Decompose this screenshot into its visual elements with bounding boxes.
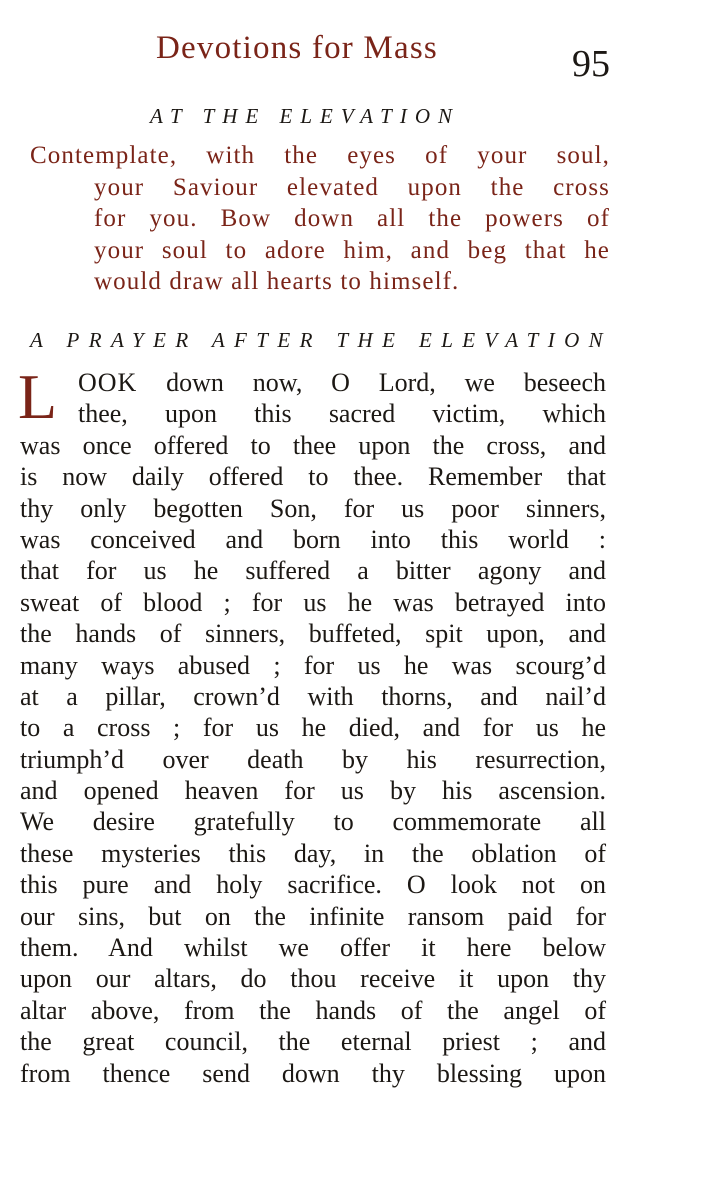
prayer-line: is now daily offered to thee. Remember that [20,462,606,492]
prayer-line: thy only begotten Son, for us poor sinners, [20,493,606,523]
prayer-line-first [78,367,606,398]
running-title: Devotions for Mass [156,30,438,66]
prayer-line: was conceived and born into this world : [20,524,606,554]
instruction-line: would draw all hearts to himself. [94,268,460,295]
instruction-line: for you. Bow down all the powers of [94,205,610,232]
page-number: 95 [572,43,610,85]
prayer-line: the great council, the eternal priest ; and [20,1027,606,1057]
first-line-rest: down now, O Lord, we beseech [166,368,606,397]
elevation-instruction [30,140,610,298]
prayer-heading: A PRAYER AFTER THE ELEVATION [30,328,613,352]
prayer-line: from thence send down thy blessing upon [20,1058,606,1088]
prayer-line: to a cross ; for us he died, and for us he [20,713,606,743]
prayer-line: these mysteries this day, in the oblation of [20,838,606,868]
prayer-line: thee, upon this sacred victim, which [78,399,606,429]
prayer-line: our sins, but on the infinite ransom paid for [20,901,606,931]
prayer-line: at a pillar, crown’d with thorns, and nail’d [20,681,606,711]
instruction-line: Contemplate, with the eyes of your soul, [30,142,610,169]
prayer-line: upon our altars, do thou receive it upon thy [20,964,606,994]
elevation-heading: AT THE ELEVATION [150,104,461,128]
instruction-line: your soul to adore him, and beg that he [94,236,610,264]
drop-cap-letter: L [18,361,58,432]
prayer-line: was once offered to thee upon the cross, and [20,430,606,460]
prayer-line: sweat of blood ; for us he was betrayed into [20,587,606,617]
prayer-line: and opened heaven for us by his ascension. [20,776,606,806]
prayer-line: many ways abused ; for us he was scourg’d [20,650,606,680]
prayer-text [18,361,606,1089]
prayer-line: altar above, from the hands of the angel of [20,995,606,1025]
prayer-line: this pure and holy sacrifice. O look not on [20,870,606,900]
prayer-line: them. And whilst we offer it here below [20,933,606,963]
first-word: OOK [78,368,138,397]
prayer-line: that for us he suffered a bitter agony and [20,556,606,586]
prayer-line: We desire gratefully to commemorate all [20,807,606,837]
instruction-line: your Saviour elevated upon the cross [94,173,610,201]
prayer-line: triumph’d over death by his resurrection, [20,744,606,774]
prayer-line: the hands of sinners, buffeted, spit upon, and [20,619,606,649]
